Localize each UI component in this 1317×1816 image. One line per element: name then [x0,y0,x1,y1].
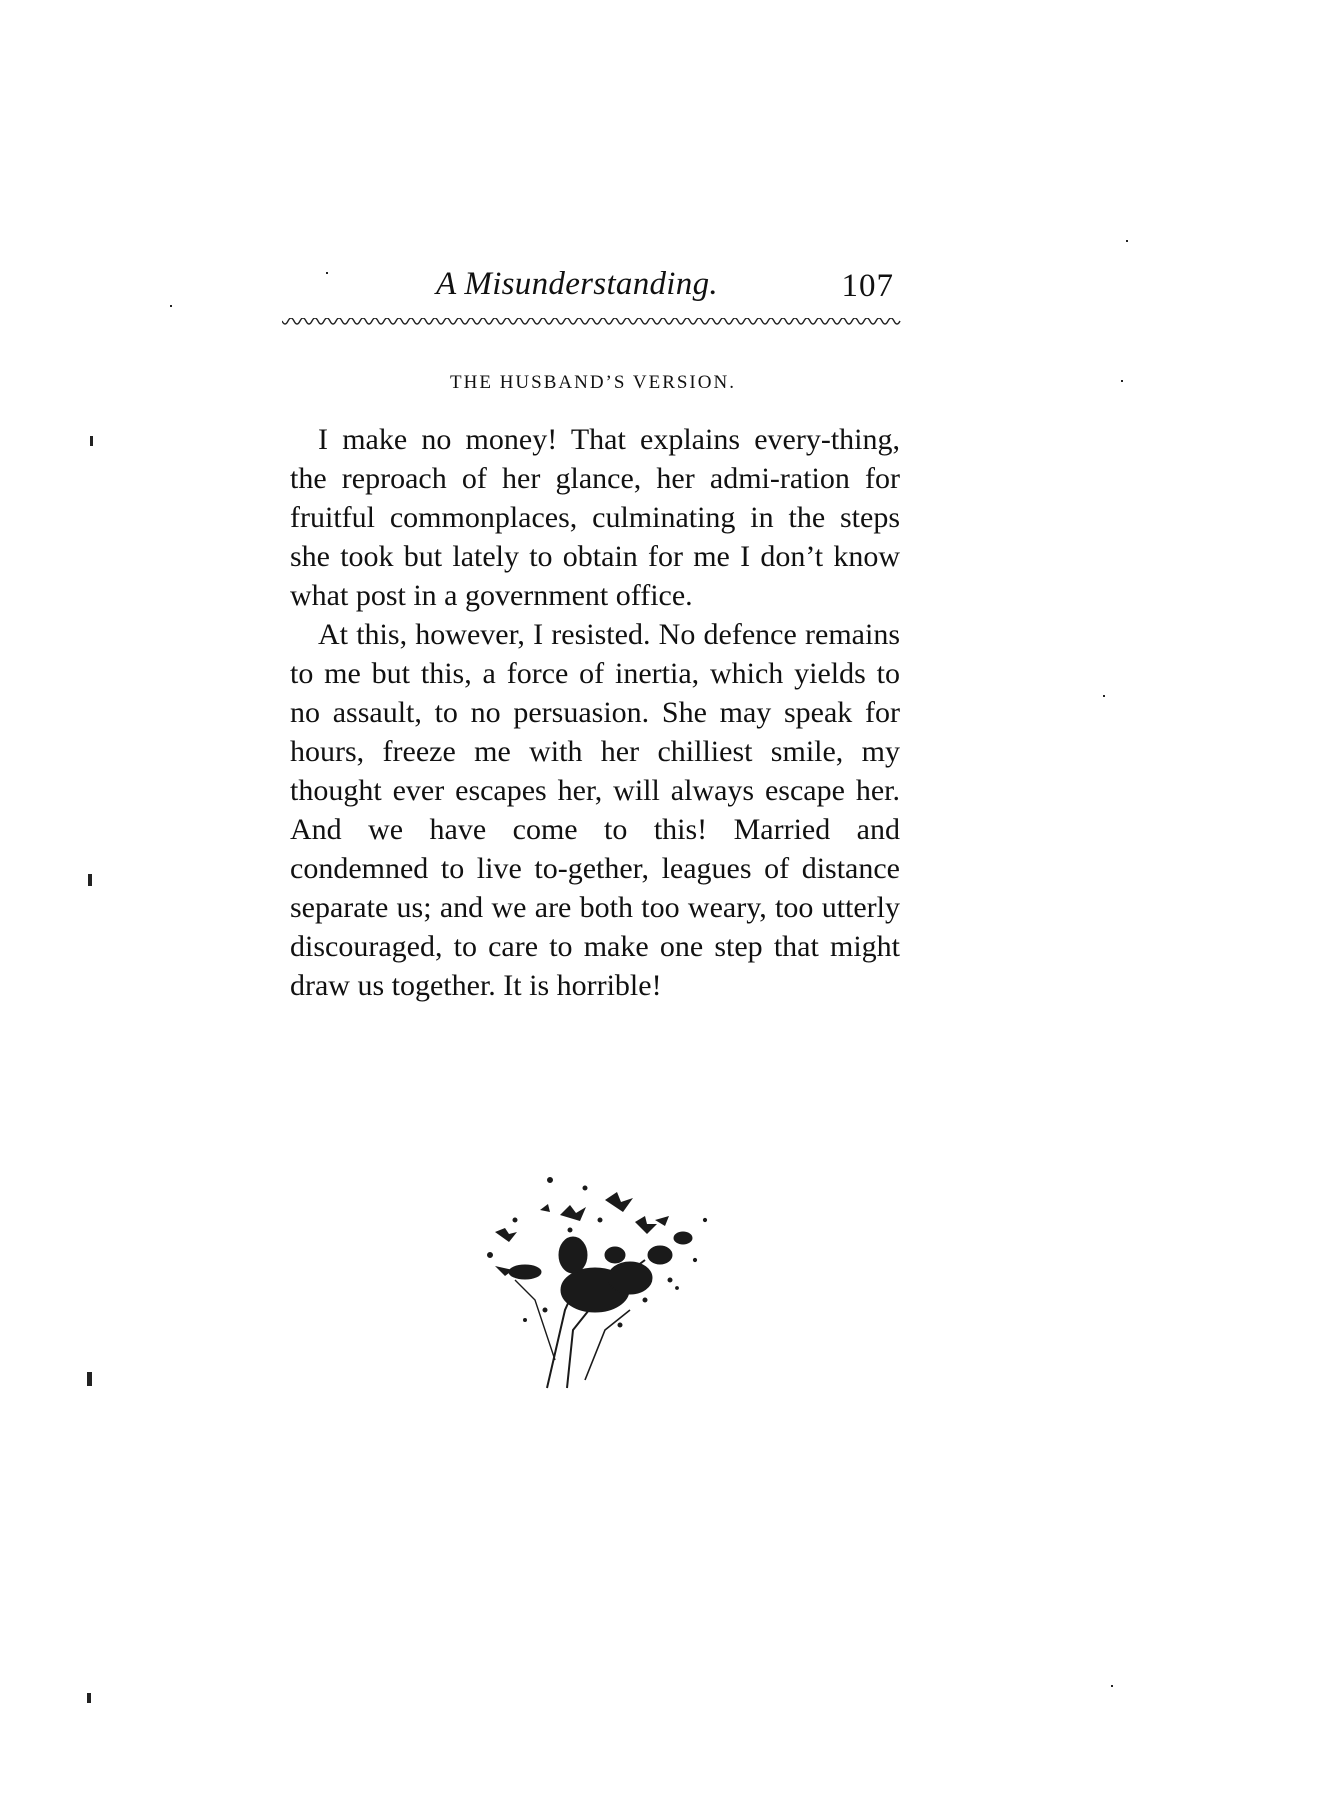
margin-speck [1121,380,1123,382]
margin-speck [1111,1685,1113,1687]
body-text [290,420,900,1005]
wavy-rule-divider [282,318,902,328]
floral-tailpiece-icon [455,1160,755,1390]
margin-speck [88,874,92,886]
running-title: A Misunderstanding. [436,266,718,302]
margin-speck [87,1693,91,1703]
margin-speck [170,305,172,307]
section-heading: THE HUSBAND’S VERSION. [450,372,736,393]
margin-speck [1103,695,1105,697]
margin-speck [1126,240,1128,242]
margin-speck [90,436,93,446]
paragraph-1: I make no money! That explains every-thing, the reproach of her glance, her admi-ration for fruitful commonplaces, culminating in the steps she took but lately to obtain for me I don’t know what post in a government office. [290,423,900,612]
margin-speck [326,272,328,274]
running-head [286,266,900,310]
margin-speck [87,1372,92,1386]
page-number: 107 [841,268,894,304]
paragraph-2: At this, however, I resisted. No defence remains to me but this, a force of inertia, which yields to no assault, to no persuasion. She may speak for hours, freeze me with her chilliest smile, my thought ever escapes her, will always escape her. And we have come to this! Married and condemned to live to-gether, leagues of distance separate us; and we are both too weary, too utterly discouraged, to care to make one step that might draw us together. It is horrible! [290,618,900,1002]
